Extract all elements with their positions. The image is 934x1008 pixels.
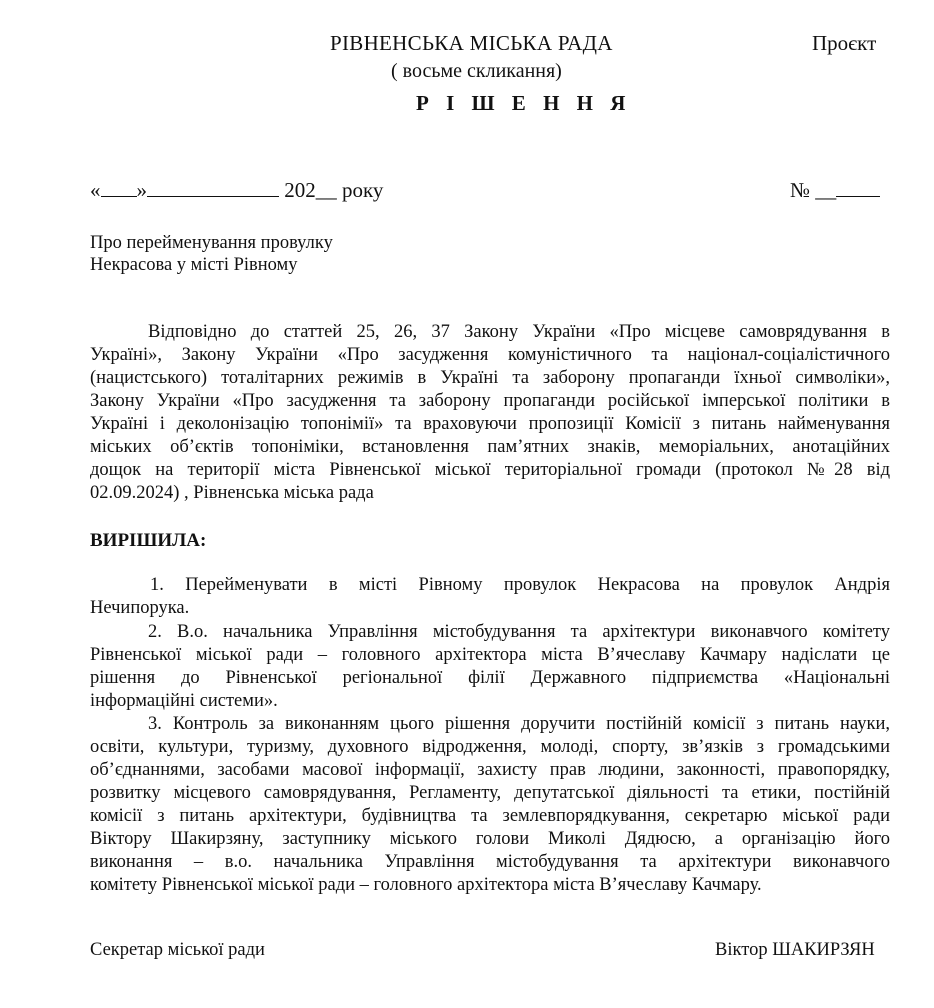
decision-item-line: освіти, культури, туризму, духовного відродження, молоді, спорту, зв’язків з громадськими <box>90 737 890 757</box>
decision-item-line: Нечипорука. <box>90 598 190 618</box>
council-name: РІВНЕНСЬКА МІСЬКА РАДА <box>330 31 613 55</box>
preamble-line: (нацистського) тоталітарних режимів в Україні та заборону пропаганди їхньої символіки», <box>90 368 890 388</box>
subject-line: Про перейменування провулку <box>90 233 333 253</box>
decision-item-line: розвитку місцевого самоврядування, Регламенту, депутатської діяльності та етики, постійній <box>90 783 890 803</box>
decision-item-line: 2. В.о. начальника Управління містобудування та архітектури виконавчого комітету <box>148 622 890 642</box>
subject-line: Некрасова у місті Рівному <box>90 255 298 275</box>
preamble-line: 02.09.2024) , Рівненська міська рада <box>90 483 374 503</box>
convocation-label: ( восьме скликання) <box>391 60 562 82</box>
open-quote: « <box>90 178 101 202</box>
decision-subject <box>90 232 333 276</box>
preamble-line: міських об’єктів топоніміки, встановлення пам’ятних знаків, меморіальних, анотаційних <box>90 437 890 457</box>
decision-item-line: Рівненської міської ради – головного архітектора міста В’ячеславу Качмару надіслати це <box>90 645 890 665</box>
close-quote: » <box>136 178 147 202</box>
preamble-line: Україні», Закону України «Про засудження комуністичного та націонал-соціалістичного <box>90 345 890 365</box>
decision-item-line: 3. Контроль за виконанням цього рішення доручити постійній комісії з питань науки, <box>148 714 890 734</box>
decision-item-line: комісії з питань архітектури, будівництва та землевпорядкування, секретарю міської ради <box>90 806 890 826</box>
decided-heading: ВИРІШИЛА: <box>90 530 207 551</box>
preamble-line: Україні і деколонізацію топонімії» та враховуючи пропозиції Комісії з питань найменування <box>90 414 890 434</box>
decision-item-line: виконання – в.о. начальника Управління містобудування та архітектури виконавчого <box>90 852 890 872</box>
month-blank <box>147 178 279 197</box>
decision-title: Р І Ш Е Н Н Я <box>416 91 632 115</box>
preamble-line: Закону України «Про засудження та заборону пропаганди російської імперської політики в <box>90 391 890 411</box>
decision-item-line: комітету Рівненської міської ради – головного архітектора міста В’ячеславу Качмару. <box>90 875 762 895</box>
signatory-name: Віктор ШАКИРЗЯН <box>715 940 875 960</box>
preamble-line: Відповідно до статтей 25, 26, 37 Закону України «Про місцеве самоврядування в <box>148 322 890 342</box>
day-blank <box>101 178 137 197</box>
number-blank <box>836 178 880 197</box>
decision-item-line: рішення до Рівненської регіональної філії Державного підприємства «Національні <box>90 668 890 688</box>
decision-item-line: 1. Перейменувати в місті Рівному провулок Некрасова на провулок Андрія <box>150 575 890 595</box>
date-line <box>90 178 383 203</box>
year-text: 202__ року <box>279 178 384 202</box>
decision-item-line: інформаційні системи». <box>90 691 278 711</box>
decision-item-line: об’єднаннями, засобами масової інформації, захисту прав людини, законності, правопорядку, <box>90 760 890 780</box>
number-line <box>790 178 880 203</box>
project-mark: Проєкт <box>812 31 877 55</box>
preamble-line: дощок на території міста Рівненської міської територіальної громади (протокол №28 від <box>90 460 890 480</box>
decision-item-line: Віктору Шакирзяну, заступнику міського голови Миколі Дядюсю, а організацію його <box>90 829 890 849</box>
signatory-position: Секретар міської ради <box>90 940 265 960</box>
number-label: № __ <box>790 178 837 202</box>
